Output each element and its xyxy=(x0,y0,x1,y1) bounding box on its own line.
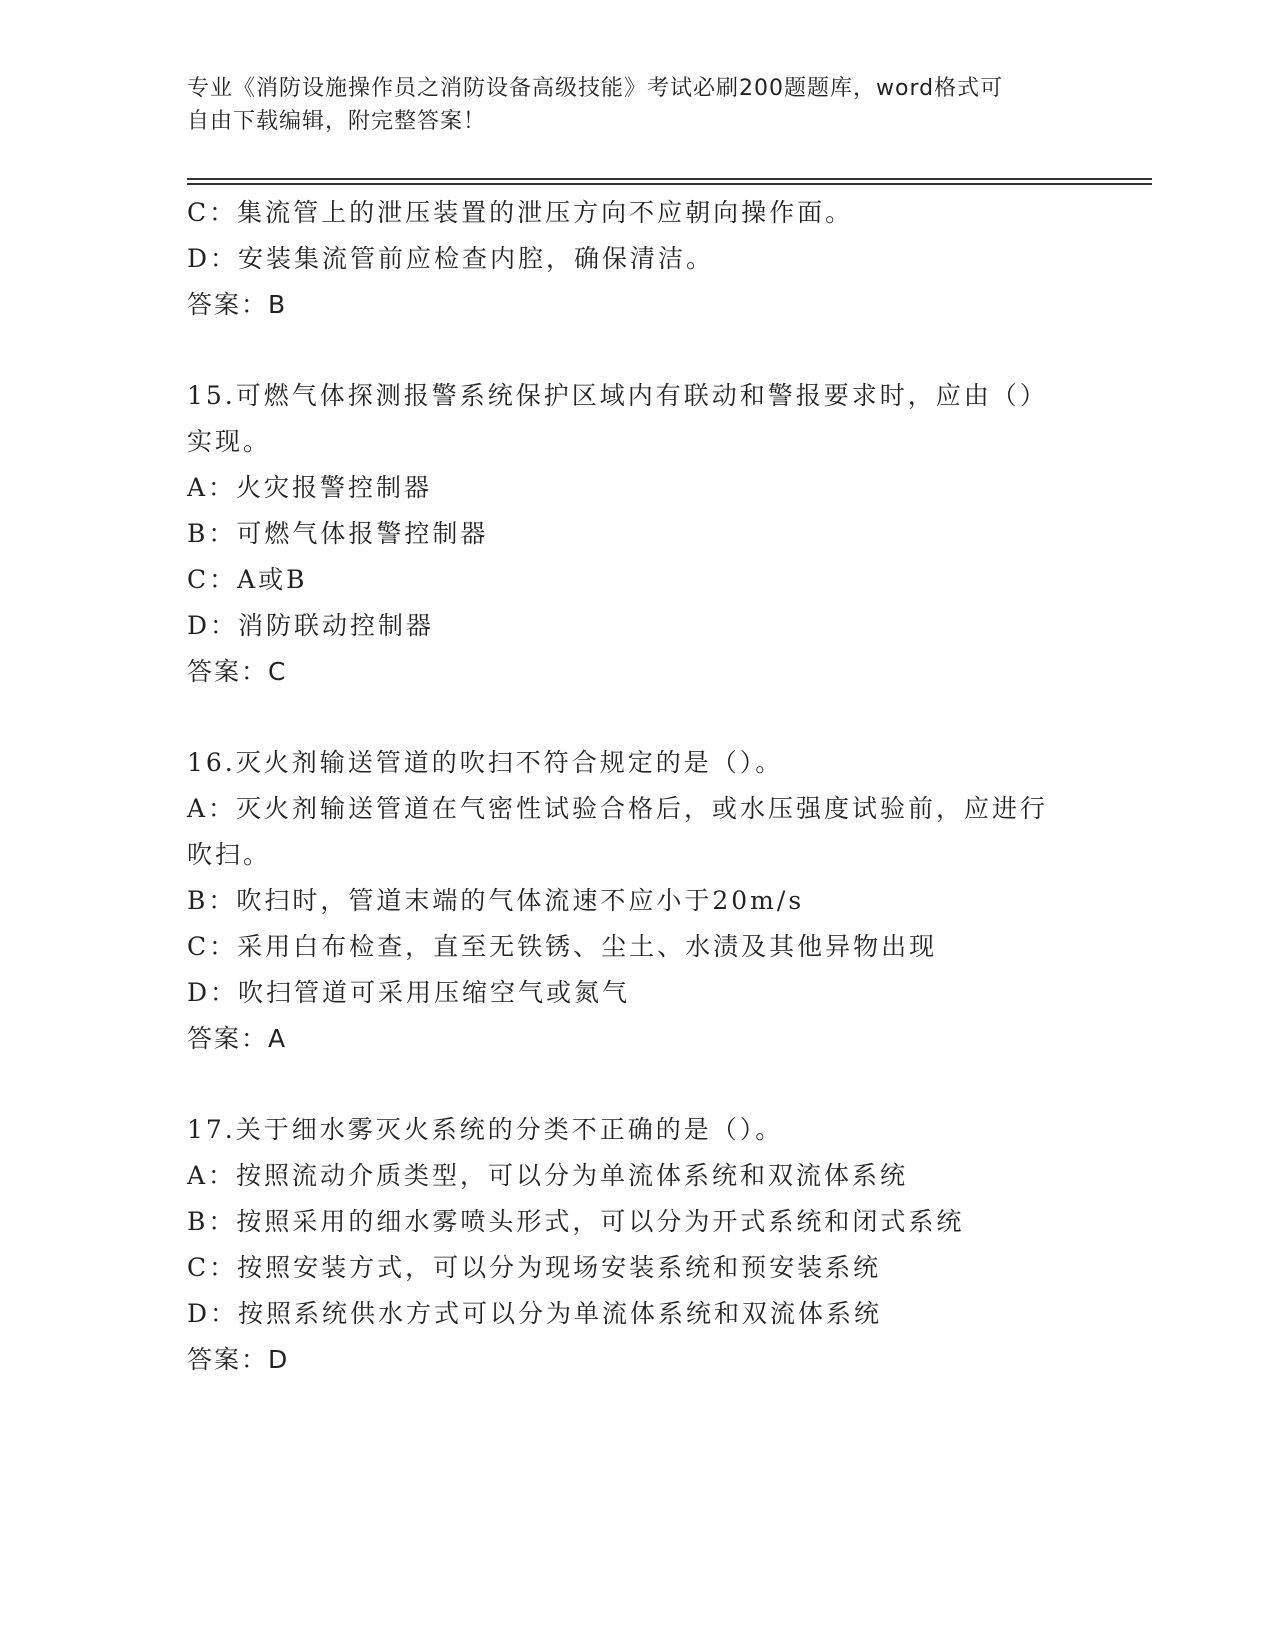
question-stem: 16.灭火剂输送管道的吹扫不符合规定的是（）。 xyxy=(187,748,784,777)
question-14-continuation xyxy=(187,190,1147,328)
option-c: C：采用白布检查，直至无铁锈、尘土、水渍及其他异物出现 xyxy=(187,932,938,961)
option-a: A：按照流动介质类型，可以分为单流体系统和双流体系统 xyxy=(187,1161,909,1190)
option-c: C：集流管上的泄压装置的泄压方向不应朝向操作面。 xyxy=(187,198,854,227)
header-divider-bottom xyxy=(187,183,1152,185)
option-b: B：可燃气体报警控制器 xyxy=(187,519,489,548)
option-b: B：按照采用的细水雾喷头形式，可以分为开式系统和闭式系统 xyxy=(187,1207,965,1236)
header-line-2: 自由下载编辑，附完整答案！ xyxy=(187,109,487,134)
option-a: A：火灾报警控制器 xyxy=(187,473,433,502)
option-b: B：吹扫时，管道末端的气体流速不应小于20m/s xyxy=(187,886,805,915)
option-a-continued: 吹扫。 xyxy=(187,840,272,869)
option-d: D：按照系统供水方式可以分为单流体系统和双流体系统 xyxy=(187,1299,883,1328)
question-stem: 15.可燃气体探测报警系统保护区域内有联动和警报要求时，应由（） xyxy=(187,381,1048,410)
option-c: C：A或B xyxy=(187,565,308,594)
document-header xyxy=(187,72,1087,138)
header-line-1: 专业《消防设施操作员之消防设备高级技能》考试必刷200题题库，word格式可 xyxy=(187,76,1004,101)
option-a: A：灭火剂输送管道在气密性试验合格后，或水压强度试验前，应进行 xyxy=(187,794,1049,823)
option-c: C：按照安装方式，可以分为现场安装系统和预安装系统 xyxy=(187,1253,882,1282)
question-16 xyxy=(187,740,1147,1062)
header-divider-top xyxy=(187,178,1152,180)
question-spacer xyxy=(187,328,1147,373)
option-d: D：吹扫管道可采用压缩空气或氮气 xyxy=(187,978,631,1007)
question-spacer xyxy=(187,695,1147,740)
document-body xyxy=(187,190,1147,1383)
question-17 xyxy=(187,1107,1147,1383)
answer: 答案：C xyxy=(187,657,288,686)
answer: 答案：A xyxy=(187,1024,288,1053)
option-d: D：安装集流管前应检查内腔，确保清洁。 xyxy=(187,244,715,273)
answer: 答案：B xyxy=(187,290,288,319)
question-stem: 实现。 xyxy=(187,427,272,456)
question-stem: 17.关于细水雾灭火系统的分类不正确的是（）。 xyxy=(187,1115,784,1144)
option-d: D：消防联动控制器 xyxy=(187,611,435,640)
question-15 xyxy=(187,373,1147,695)
answer: 答案：D xyxy=(187,1345,290,1374)
question-spacer xyxy=(187,1062,1147,1107)
